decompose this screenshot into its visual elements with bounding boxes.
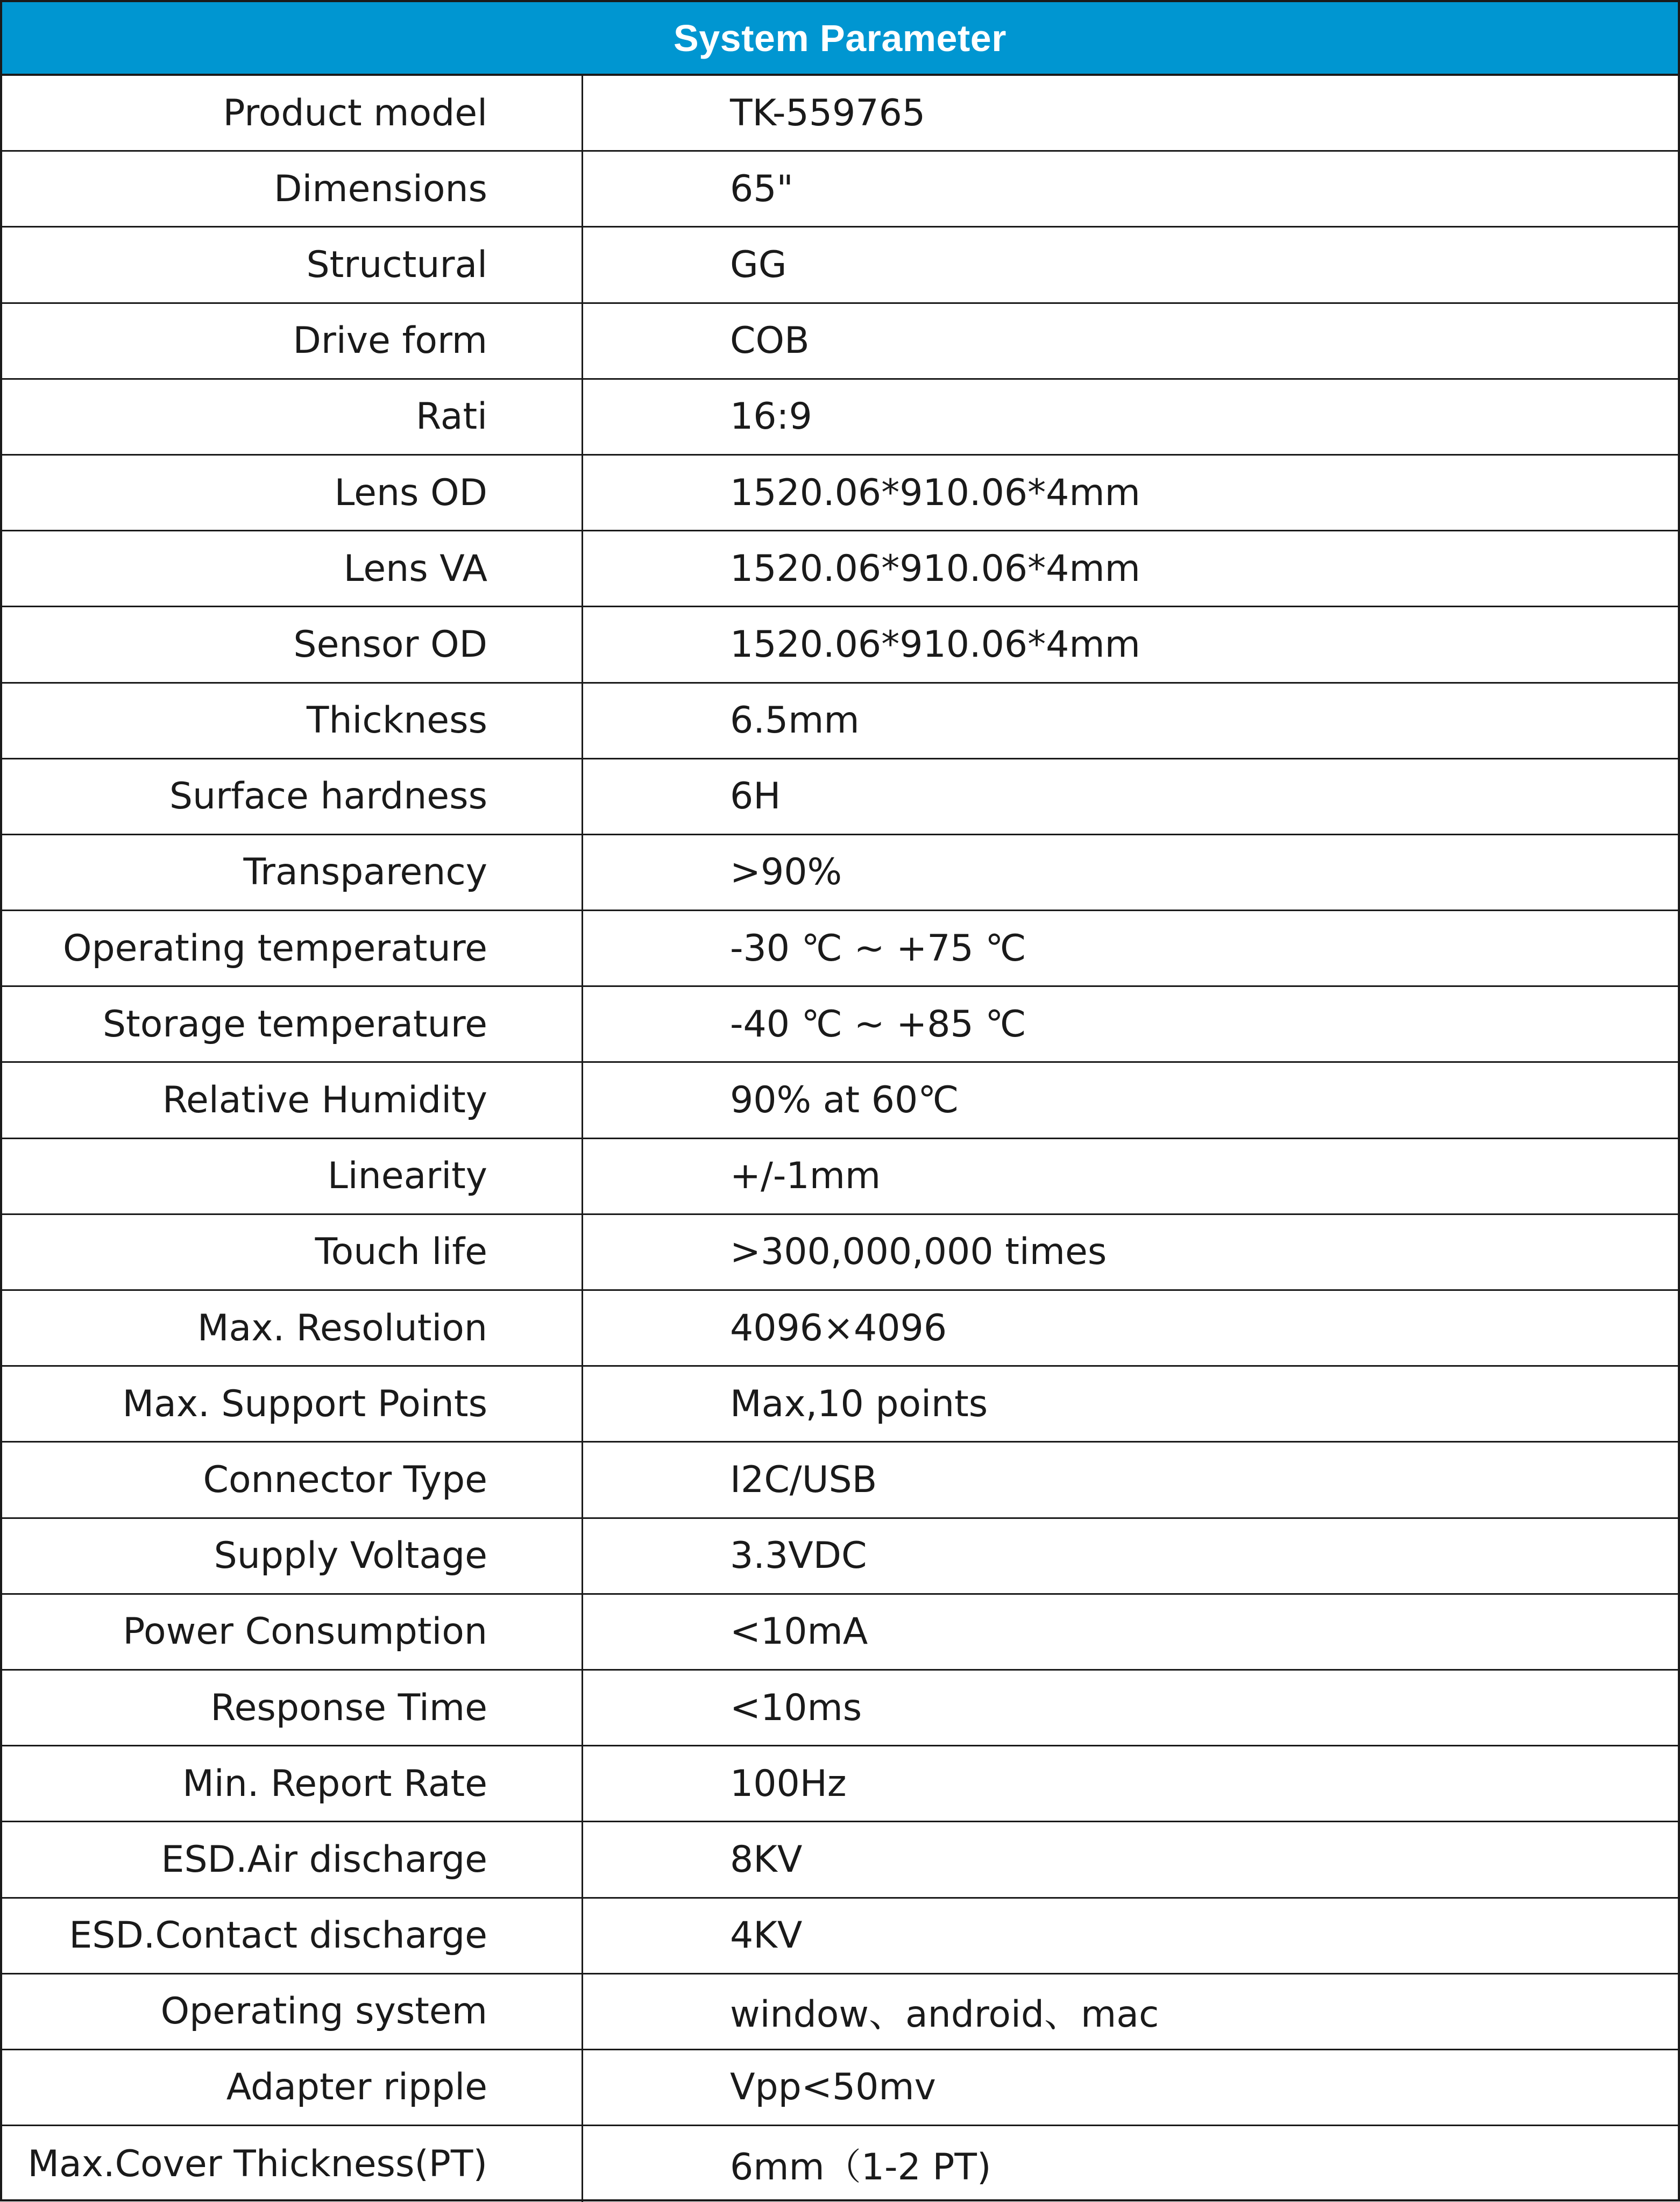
parameter-label: Operating system — [2, 1974, 583, 2049]
parameter-value: >300,000,000 times — [730, 1231, 1107, 1274]
parameter-value: <10ms — [730, 1686, 862, 1729]
parameter-label: Storage temperature — [2, 987, 583, 1061]
table-row — [2, 1063, 1678, 1139]
table-row — [2, 987, 1678, 1063]
table-row — [2, 1443, 1678, 1518]
table-row — [2, 1215, 1678, 1291]
table-row — [2, 1899, 1678, 1974]
parameter-label: Dimensions — [2, 152, 583, 226]
parameter-label: Linearity — [2, 1139, 583, 1213]
table-row — [2, 456, 1678, 531]
parameter-value: 6H — [730, 775, 781, 818]
parameter-label: Transparency — [2, 835, 583, 910]
table-row — [2, 1746, 1678, 1822]
parameter-label: Touch life — [2, 1215, 583, 1289]
parameter-value: -40 ℃ ~ +85 ℃ — [730, 1003, 1026, 1046]
parameter-label: Response Time — [2, 1671, 583, 1745]
table-row — [2, 759, 1678, 835]
table-row — [2, 607, 1678, 683]
table-header — [2, 2, 1678, 76]
parameter-label: Max. Support Points — [2, 1367, 583, 1441]
parameter-value: 16:9 — [730, 395, 812, 438]
parameter-label: Thickness — [2, 684, 583, 758]
parameter-label: Adapter ripple — [2, 2050, 583, 2125]
table-row — [2, 911, 1678, 987]
parameter-label: Supply Voltage — [2, 1519, 583, 1593]
parameter-value: +/-1mm — [730, 1155, 881, 1198]
parameter-value: I2C/USB — [730, 1458, 877, 1501]
table-row — [2, 835, 1678, 911]
parameter-label: Power Consumption — [2, 1595, 583, 1669]
parameter-value: 100Hz — [730, 1762, 847, 1805]
table-row — [2, 228, 1678, 303]
table-row — [2, 304, 1678, 380]
parameter-value: 1520.06*910.06*4mm — [730, 623, 1140, 666]
parameter-value: 6.5mm — [730, 699, 860, 742]
parameter-value: 65" — [730, 167, 793, 210]
parameter-value: 8KV — [730, 1838, 803, 1881]
parameter-value: 6mm（1-2 PT) — [730, 2146, 991, 2189]
parameter-value: 90% at 60℃ — [730, 1079, 959, 1122]
parameter-value: 1520.06*910.06*4mm — [730, 471, 1140, 514]
table-row — [2, 1367, 1678, 1443]
table-title: System Parameter — [674, 17, 1006, 59]
parameter-label: Max. Resolution — [2, 1291, 583, 1365]
table-row — [2, 152, 1678, 228]
parameter-label: Relative Humidity — [2, 1063, 583, 1137]
parameter-label: Rati — [2, 380, 583, 454]
parameter-value: window、android、mac — [730, 1993, 1159, 2036]
table-row — [2, 531, 1678, 607]
table-row — [2, 1595, 1678, 1671]
parameter-value: 4096×4096 — [730, 1306, 947, 1349]
parameter-value: Max,10 points — [730, 1382, 988, 1425]
table-row — [2, 684, 1678, 759]
table-row — [2, 76, 1678, 152]
parameter-value: <10mA — [730, 1610, 868, 1653]
parameter-value: TK-559765 — [730, 91, 926, 134]
table-row — [2, 1671, 1678, 1746]
table-row — [2, 2126, 1678, 2202]
parameter-label: Sensor OD — [2, 607, 583, 681]
parameter-value: -30 ℃ ~ +75 ℃ — [730, 927, 1026, 970]
parameter-value: 4KV — [730, 1914, 803, 1957]
parameter-label: Surface hardness — [2, 759, 583, 834]
parameter-label: Product model — [2, 76, 583, 150]
parameter-label: Max.Cover Thickness(PT) — [2, 2126, 583, 2202]
spec-table — [2, 76, 1678, 2202]
parameter-label: Lens VA — [2, 531, 583, 606]
table-row — [2, 1822, 1678, 1898]
parameter-label: Connector Type — [2, 1443, 583, 1517]
parameter-label: Structural — [2, 228, 583, 302]
parameter-label: Lens OD — [2, 456, 583, 530]
table-row — [2, 1519, 1678, 1595]
parameter-label: Min. Report Rate — [2, 1746, 583, 1821]
parameter-value: >90% — [730, 851, 842, 894]
parameter-label: ESD.Air discharge — [2, 1822, 583, 1896]
parameter-label: Operating temperature — [2, 911, 583, 985]
parameter-value: 1520.06*910.06*4mm — [730, 547, 1140, 590]
table-row — [2, 1291, 1678, 1367]
table-row — [2, 1974, 1678, 2050]
table-row — [2, 1139, 1678, 1215]
parameter-label: Drive form — [2, 304, 583, 378]
parameter-value: Vpp<50mv — [730, 2066, 936, 2109]
table-row — [2, 380, 1678, 456]
table-row — [2, 2050, 1678, 2126]
parameter-value: COB — [730, 319, 810, 363]
parameter-label: ESD.Contact discharge — [2, 1899, 583, 1973]
parameter-value: GG — [730, 243, 787, 286]
parameter-value: 3.3VDC — [730, 1535, 867, 1578]
